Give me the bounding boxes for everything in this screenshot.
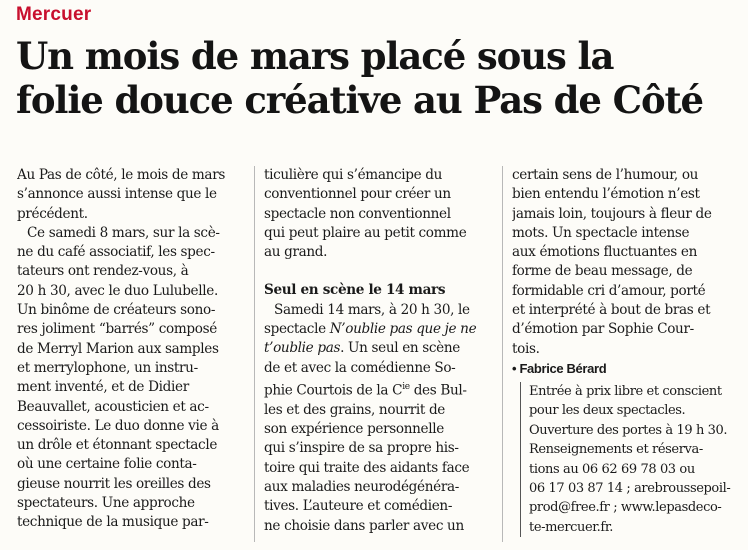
text-line: toire qui traite des aidants face: [264, 459, 470, 476]
article-headline: [16, 34, 736, 122]
text-line: te-mercuer.fr.: [529, 519, 613, 535]
text-line: spectacle N’oublie pas que je ne: [264, 321, 477, 338]
text-line: et interprété à bout de bras et: [512, 302, 711, 319]
text-line: précédent.: [17, 205, 88, 222]
text-line: s’annonce aussi intense que le: [17, 186, 217, 203]
text-line: Ce samedi 8 mars, sur la scè-: [27, 224, 220, 241]
text-line: technique de la musique par-: [17, 514, 209, 531]
text-line: Ouverture des portes à 19 h 30.: [529, 422, 728, 438]
text-line: ticulière qui s’émancipe du: [264, 167, 443, 183]
text-line: son expérience personnelle: [264, 421, 444, 438]
headline-line-2: folie douce créative au Pas de Côté: [16, 78, 703, 122]
text-line: ne choisie dans parler avec un: [264, 517, 464, 534]
text-line: un drôle et étonnant spectacle: [17, 437, 218, 454]
text-line: Au Pas de côté, le mois de mars: [17, 167, 225, 183]
text-line: gieuse nourrit les oreilles des: [17, 475, 211, 492]
text-line: forme de beau message, de: [512, 263, 693, 280]
column-2-body: [264, 301, 492, 536]
text-line: certain sens de l’humour, ou: [512, 167, 699, 183]
text-line: et merrylophone, un instru-: [17, 359, 198, 376]
subheading: Seul en scène le 14 mars: [264, 282, 446, 299]
text-line: au grand.: [264, 244, 328, 261]
text-line: pour les deux spectacles.: [529, 403, 686, 419]
text-line: Samedi 14 mars, à 20 h 30, le: [274, 301, 470, 318]
text-line: 20 h 30, avec le duo Lulubelle.: [17, 282, 218, 299]
column-divider: [502, 166, 503, 542]
text-line: qui s’inspire de sa propre his-: [264, 440, 459, 457]
text-line: de et avec la comédienne So-: [264, 359, 456, 376]
text-line: Beauvallet, acousticien et ac-: [17, 398, 209, 415]
text-line: d’émotion par Sophie Cour-: [512, 321, 694, 338]
text-line: Entrée à prix libre et conscient: [529, 384, 722, 399]
text-line: conventionnel pour créer un: [264, 186, 451, 203]
text-line: mots. Un spectacle intense: [512, 224, 690, 241]
text-line: formidable cri d’amour, porté: [512, 282, 706, 299]
text-line: tives. L’auteure et comédien-: [264, 498, 453, 515]
text-line: res joliment “barrés” composé: [17, 321, 217, 338]
column-divider: [254, 166, 255, 542]
column-2-intro: [264, 166, 492, 262]
text-line: aux émotions fluctuantes en: [512, 244, 697, 261]
text-line: bien entendu l’émotion n’est: [512, 186, 700, 203]
text-line: de Merryl Marion aux samples: [17, 340, 219, 357]
text-line: tois.: [512, 340, 540, 357]
headline-line-1: Un mois de mars placé sous la: [16, 34, 614, 78]
text-line: Renseignements et réserva-: [529, 442, 703, 458]
text-line: qui peut plaire au petit comme: [264, 224, 467, 241]
article-column-2: [264, 166, 492, 536]
text-line: tateurs ont rendez-vous, à: [17, 263, 189, 280]
author-byline: • Fabrice Bérard: [512, 360, 607, 376]
text-line: Un binôme de créateurs sono-: [17, 302, 216, 319]
text-line: les et des grains, nourrit de: [264, 401, 446, 418]
text-line: prod@free.fr ; www.lepasdeco-: [529, 500, 722, 516]
text-line: ne du café associatif, les spec-: [17, 244, 215, 261]
article-column-3: [512, 166, 740, 378]
article-column-1: [17, 166, 245, 533]
paragraph-gap: [264, 262, 492, 281]
section-kicker: Mercuer: [16, 4, 92, 25]
text-line: cessoiriste. Le duo donne vie à: [17, 417, 219, 434]
text-line: phie Courtois de la $C^{ie}$ des Bul-: [264, 381, 467, 399]
text-line: où une certaine folie conta-: [17, 456, 197, 473]
text-line: tions au 06 62 69 78 03 ou: [529, 461, 695, 477]
practical-info-box: [520, 382, 748, 537]
text-line: spectateurs. Une approche: [17, 495, 195, 512]
text-line: 06 17 03 87 14 ; arebroussepoil-: [529, 481, 731, 497]
text-line: spectacle non conventionnel: [264, 205, 451, 222]
text-line: aux maladies neurodégénéra-: [264, 478, 459, 495]
text-line: ment inventé, et de Didier: [17, 379, 189, 396]
text-line: jamais loin, toujours à fleur de: [512, 205, 712, 222]
text-line: t’oublie pas. Un seul en scène: [264, 340, 460, 357]
column-3-body: [512, 166, 740, 359]
